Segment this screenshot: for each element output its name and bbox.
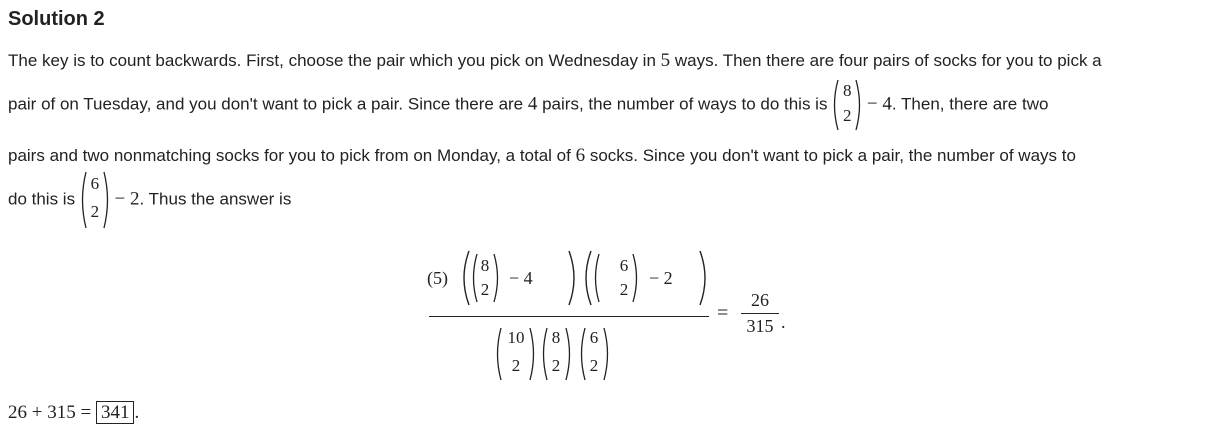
binom-top: 8	[480, 256, 490, 275]
math-minus-four: − 4	[866, 93, 892, 115]
right-paren-icon	[603, 327, 610, 381]
right-paren-icon	[632, 253, 639, 303]
binom-bottom: 2	[589, 356, 599, 375]
fraction-numerator	[427, 250, 710, 306]
line-2-text-a: pair of on Tuesday, and you don't want to pick a pair. Since there are	[8, 94, 528, 114]
right-paren-icon	[568, 250, 578, 306]
binom-top: 6	[619, 256, 629, 275]
paragraph-line-2	[8, 79, 1048, 131]
final-answer-line	[8, 402, 139, 424]
left-paren-icon	[593, 253, 600, 303]
binom-6-2-inline	[80, 171, 110, 229]
left-paren-icon	[460, 250, 470, 306]
line-4-text-b: . Thus the answer is	[139, 189, 292, 209]
left-paren-icon	[541, 327, 548, 381]
line-2-text-b: pairs, the number of ways to do this is	[537, 94, 833, 114]
right-paren-icon	[699, 250, 709, 306]
right-paren-icon	[565, 327, 572, 381]
equals-sign: =	[717, 302, 729, 324]
paragraph-line-4	[8, 171, 291, 229]
binom-bottom: 2	[511, 356, 521, 375]
line-3-text-a: pairs and two nonmatching socks for you to pick from on Monday, a total of	[8, 146, 576, 165]
left-paren-icon	[582, 250, 592, 306]
big-fraction	[425, 246, 710, 388]
binom-top: 6	[589, 328, 599, 347]
math-six: 6	[575, 145, 586, 166]
binom-top: 8	[551, 328, 561, 347]
fraction-bar	[429, 316, 709, 317]
left-paren-icon	[495, 327, 502, 381]
binom-bottom: 2	[619, 280, 629, 299]
result-fraction-bar	[741, 313, 779, 314]
result-period: .	[781, 312, 786, 332]
result-fraction	[741, 290, 779, 337]
binom-bottom: 2	[90, 202, 100, 221]
paragraph-line-1	[8, 50, 1102, 72]
right-paren-icon	[103, 171, 110, 229]
left-paren-icon	[579, 327, 586, 381]
math-four: 4	[527, 93, 538, 115]
binom-bottom: 2	[551, 356, 561, 375]
result-numerator: 26	[751, 290, 769, 310]
line-3-text-b: socks. Since you don't want to pick a pair, the number of ways to	[585, 146, 1076, 165]
line-4-text-a: do this is	[8, 189, 80, 209]
binom-top: 8	[842, 81, 852, 100]
binom-bottom: 2	[842, 106, 852, 125]
binom-top: 6	[90, 174, 100, 193]
binom-8-2-inline	[832, 79, 862, 131]
math-minus-two: − 2	[114, 188, 140, 210]
right-paren-icon	[529, 327, 536, 381]
final-period: .	[134, 402, 140, 423]
line-2-text-c: . Then, there are two	[891, 94, 1049, 114]
fraction-denominator	[495, 324, 645, 384]
binom-bottom: 2	[480, 280, 490, 299]
result-denominator: 315	[746, 316, 774, 337]
binom-top: 10	[507, 328, 525, 347]
left-paren-icon	[471, 253, 478, 303]
right-paren-icon	[855, 79, 862, 131]
paragraph-line-3	[8, 145, 1076, 167]
line-1-text-a: The key is to count backwards. First, choose the pair which you pick on Wednesday in	[8, 51, 661, 70]
boxed-answer: 341	[96, 401, 135, 424]
line-1-text-b: ways. Then there are four pairs of socks for you to pick a	[670, 51, 1102, 70]
minus-four: − 4	[509, 268, 533, 288]
coefficient: (5)	[427, 268, 448, 288]
math-five: 5	[660, 50, 671, 71]
right-paren-icon	[493, 253, 500, 303]
minus-two: − 2	[649, 268, 673, 288]
final-expression: 26 + 315 =	[8, 402, 92, 423]
solution-heading: Solution 2	[8, 8, 105, 30]
